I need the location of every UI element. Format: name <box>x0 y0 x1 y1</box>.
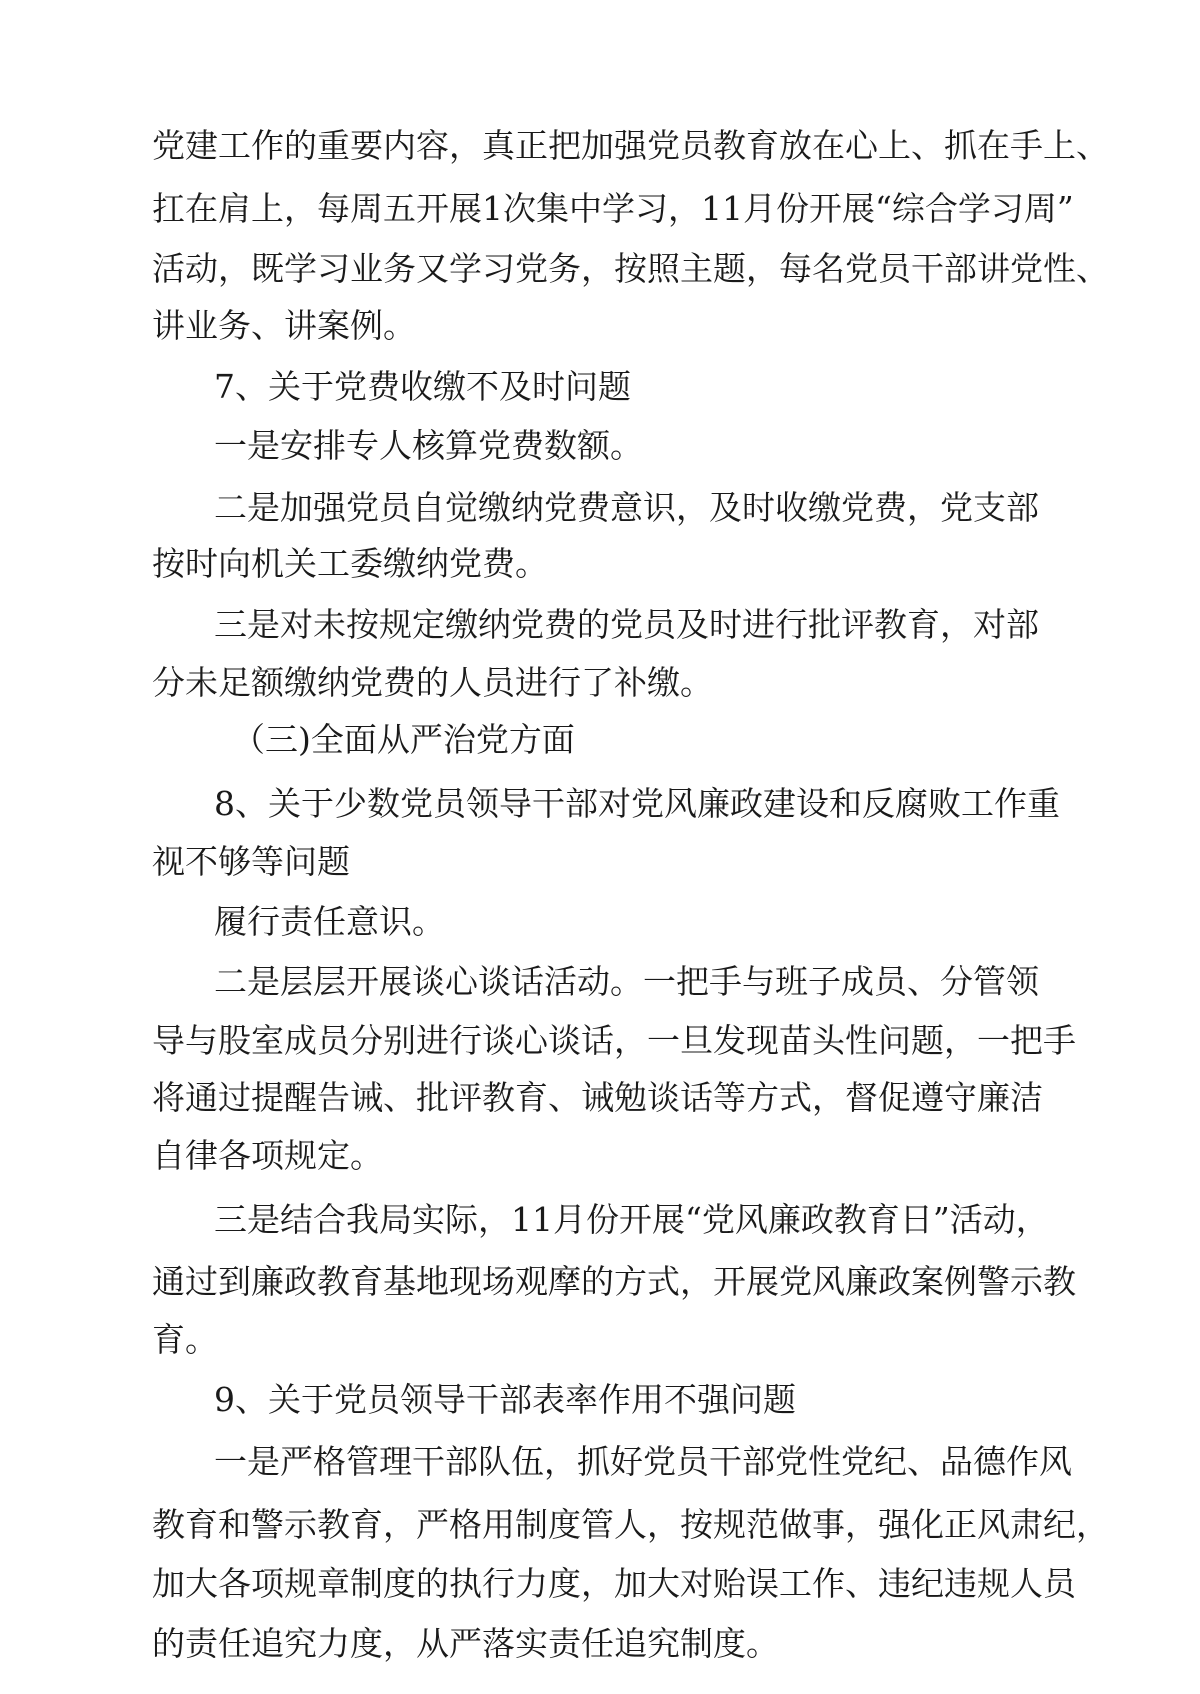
paragraph-line: 自律各项规定。 <box>152 1136 383 1175</box>
paragraph-line: 二是加强党员自觉缴纳党费意识，及时收缴党费，党支部 <box>214 488 1039 527</box>
paragraph-line: 教育和警示教育，严格用制度管人，按规范做事，强化正风肃纪， <box>152 1505 1109 1544</box>
paragraph-line: 三是对未按规定缴纳党费的党员及时进行批评教育，对部 <box>214 605 1039 644</box>
section-heading: 7、关于党费收缴不及时问题 <box>214 367 631 406</box>
section-heading: 8、关于少数党员领导干部对党风廉政建设和反腐败工作重 <box>214 784 1060 823</box>
paragraph-line: 加大各项规章制度的执行力度，加大对贻误工作、违纪违规人员 <box>152 1564 1076 1603</box>
paragraph-line: 一是严格管理干部队伍，抓好党员干部党性党纪、品德作风 <box>214 1442 1072 1481</box>
paragraph-line: 履行责任意识。 <box>214 902 445 941</box>
paragraph-line: 讲业务、讲案例。 <box>152 306 416 345</box>
paragraph-line: 分未足额缴纳党费的人员进行了补缴。 <box>152 663 713 702</box>
paragraph-line: 党建工作的重要内容，真正把加强党员教育放在心上、抓在手上、 <box>152 126 1109 165</box>
section-heading-continued: 视不够等问题 <box>152 842 350 881</box>
paragraph-line: 将通过提醒告诫、批评教育、诫勉谈话等方式，督促遵守廉洁 <box>152 1078 1043 1117</box>
paragraph-line: 三是结合我局实际，11月份开展“党风廉政教育日”活动， <box>214 1200 1049 1239</box>
paragraph-line: 通过到廉政教育基地现场观摩的方式，开展党风廉政案例警示教 <box>152 1262 1076 1301</box>
paragraph-line: 活动，既学习业务又学习党务，按照主题，每名党员干部讲党性、 <box>152 249 1109 288</box>
paragraph-line: 二是层层开展谈心谈话活动。一把手与班子成员、分管领 <box>214 962 1039 1001</box>
paragraph-line: 按时向机关工委缴纳党费。 <box>152 544 548 583</box>
paragraph-line: 扛在肩上，每周五开展1次集中学习，11月份开展“综合学习周” <box>152 189 1074 228</box>
paragraph-line: 导与股室成员分别进行谈心谈话，一旦发现苗头性问题，一把手 <box>152 1021 1076 1060</box>
paragraph-line: 一是安排专人核算党费数额。 <box>214 426 643 465</box>
paragraph-line: 的责任追究力度，从严落实责任追究制度。 <box>152 1624 779 1663</box>
section-heading: 9、关于党员领导干部表率作用不强问题 <box>214 1380 796 1419</box>
paragraph-line: 育。 <box>152 1320 218 1359</box>
subsection-heading: （三)全面从严治党方面 <box>232 720 575 759</box>
